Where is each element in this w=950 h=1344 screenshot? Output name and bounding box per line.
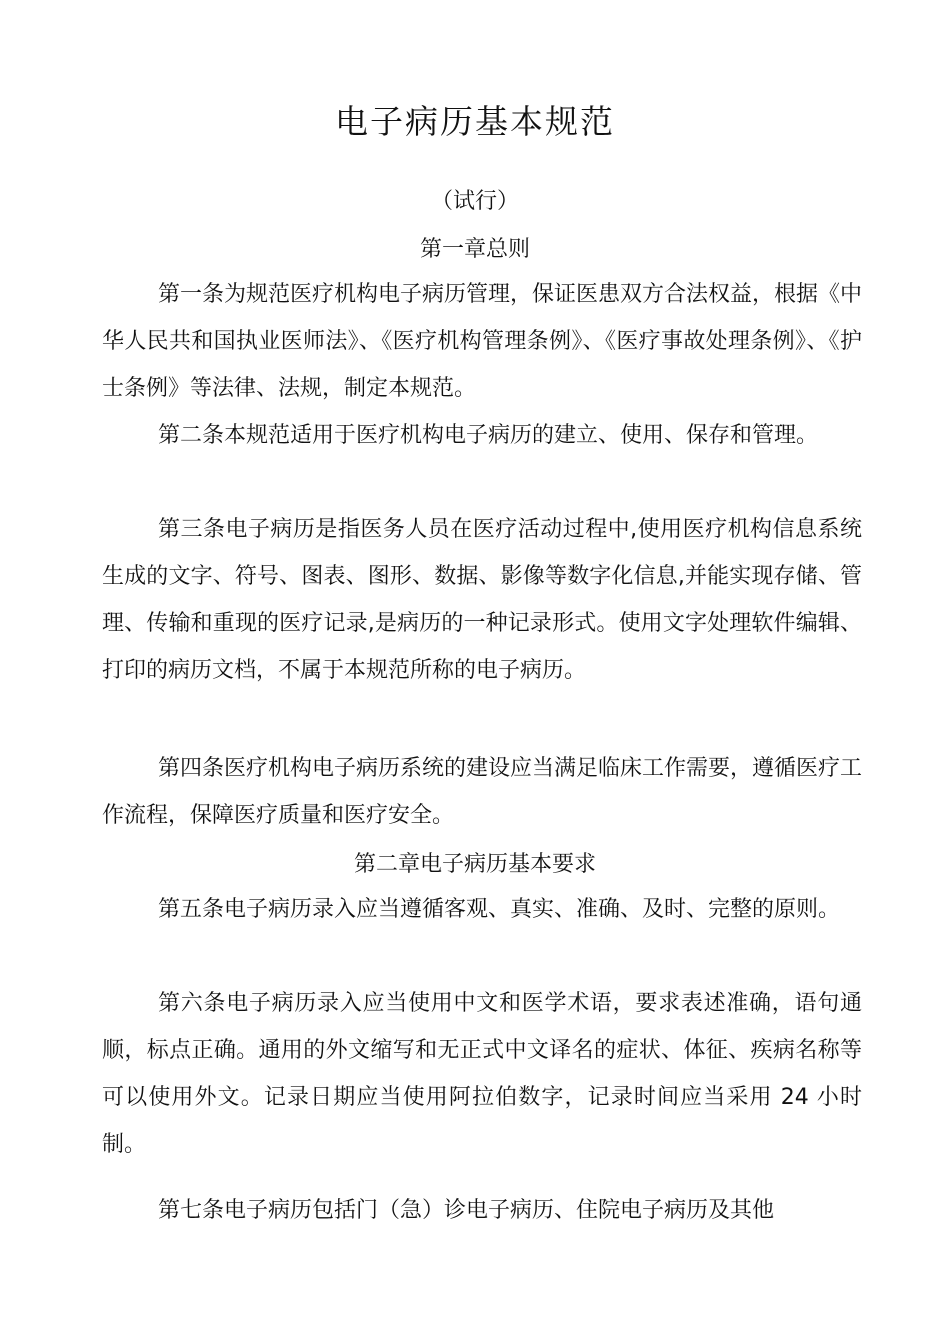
document-title: 电子病历基本规范 [335, 102, 615, 141]
document-subtitle: （试行） [430, 189, 519, 214]
article-3: 第三条电子病历是指医务人员在医疗活动过程中,使用医疗机构信息系统生成的文字、符号、图表、图形、数据、影像等数字化信息,并能实现存储、管理、传输和重现的医疗记录,是病历的一种记录形式。使用文字处理软件编辑、打印的病历文档，不属于本规范所称的电子病历。 [102, 517, 862, 683]
article-1: 第一条为规范医疗机构电子病历管理，保证医患双方合法权益，根据《中华人民共和国执业医师法》、《医疗机构管理条例》、《医疗事故处理条例》、《护士条例》等法律、法规，制定本规范。 [102, 282, 863, 401]
article-2: 第二条本规范适用于医疗机构电子病历的建立、使用、保存和管理。 [158, 423, 819, 448]
article-6: 第六条电子病历录入应当使用中文和医学术语，要求表述准确，语句通顺，标点正确。通用的外文缩写和无正式中文译名的症状、体征、疾病名称等可以使用外文。记录日期应当使用阿拉伯数字，记录时间应当采用 24 小时制。 [102, 991, 862, 1157]
chapter-1-heading: 第一章总则 [419, 237, 530, 262]
article-5: 第五条电子病历录入应当遵循客观、真实、准确、及时、完整的原则。 [158, 897, 841, 922]
chapter-2-heading: 第二章电子病历基本要求 [353, 852, 596, 877]
article-7: 第七条电子病历包括门（急）诊电子病历、住院电子病历及其他 [158, 1198, 775, 1223]
article-4: 第四条医疗机构电子病历系统的建设应当满足临床工作需要，遵循医疗工作流程，保障医疗质量和医疗安全。 [102, 756, 863, 828]
